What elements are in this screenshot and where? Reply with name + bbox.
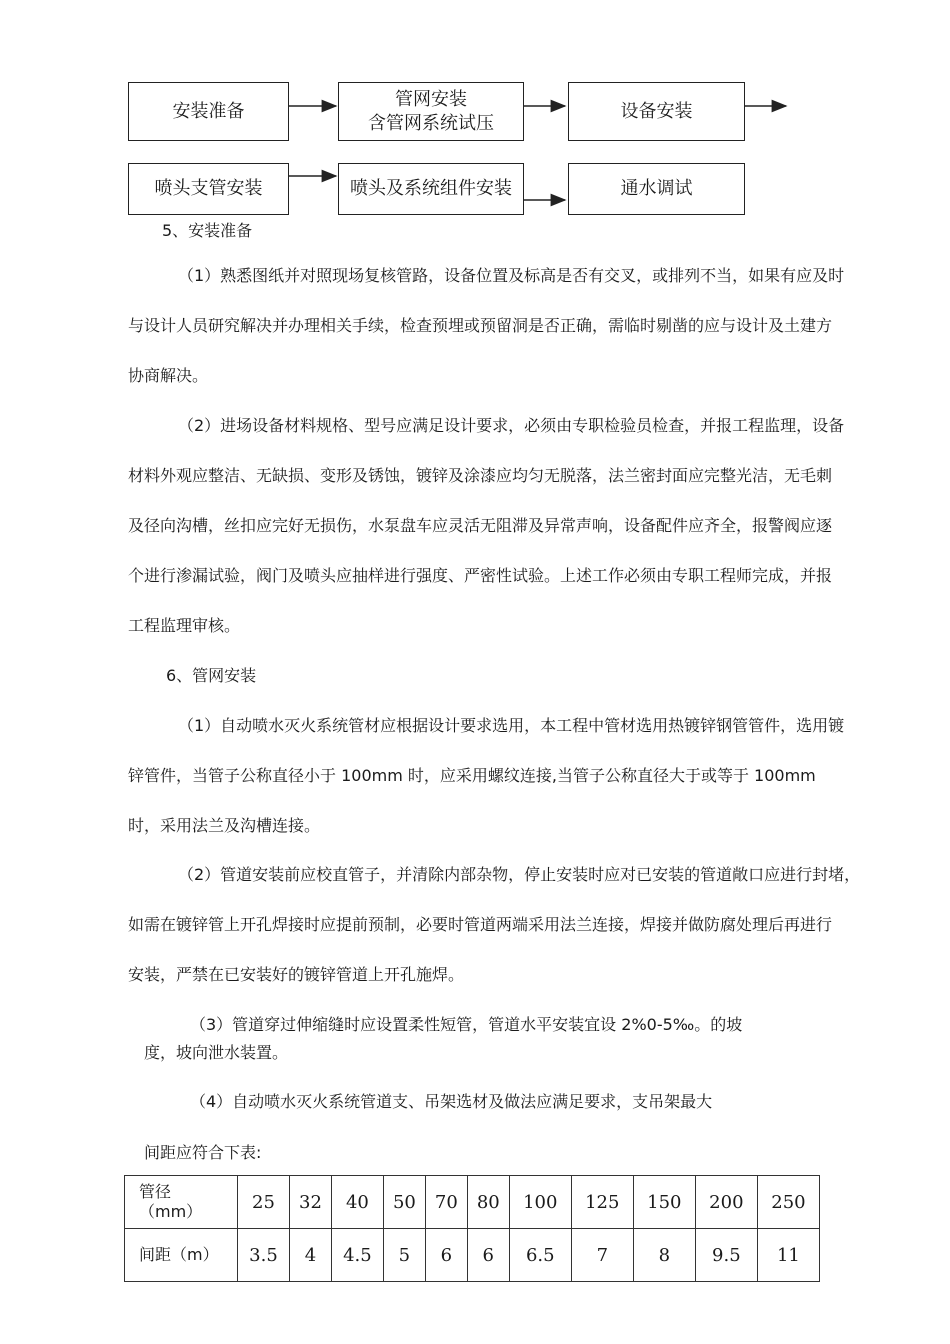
paragraph-line: 个进行渗漏试验，阀门及喷头应抽样进行强度、严密性试验。上述工作必须由专职工程师完成，并报 bbox=[128, 566, 833, 585]
paragraph-line: （1）熟悉图纸并对照现场复核管路，设备位置及标高是否有交叉，或排列不当，如果有应及时 bbox=[178, 266, 845, 285]
table-cell: 5 bbox=[383, 1229, 425, 1282]
paragraph-line: 时，采用法兰及沟槽连接。 bbox=[128, 816, 321, 835]
flow-step-equipment-install bbox=[568, 82, 745, 141]
table-cell: 11 bbox=[757, 1229, 819, 1282]
table-cell: 8 bbox=[633, 1229, 695, 1282]
flow-step-pipe-install bbox=[338, 82, 524, 141]
paragraph-line: 与设计人员研究解决并办理相关手续，检查预埋或预留洞是否正确，需临时剔凿的应与设计及土建方 bbox=[128, 316, 833, 335]
paragraph-line: 度，坡向泄水装置。 bbox=[144, 1043, 289, 1062]
paragraph-line: 及径向沟槽，丝扣应完好无损伤，水泵盘车应灵活无阻滞及异常声响，设备配件应齐全，报警阀应逐 bbox=[128, 516, 833, 535]
section-heading-5: 5、安装准备 bbox=[162, 221, 253, 240]
paragraph-line: 材料外观应整洁、无缺损、变形及锈蚀，镀锌及涂漆应均匀无脱落，法兰密封面应完整光洁，无毛刺 bbox=[128, 466, 833, 485]
flow-step-label: 管网安装 bbox=[395, 88, 467, 110]
table-cell: 7 bbox=[571, 1229, 633, 1282]
flow-step-water-test bbox=[568, 163, 745, 215]
table-cell: 125 bbox=[571, 1176, 633, 1229]
flow-step-install-prep bbox=[128, 82, 289, 141]
paragraph-line: 间距应符合下表: bbox=[144, 1143, 262, 1162]
table-cell: 9.5 bbox=[695, 1229, 757, 1282]
flow-step-sprinkler-components bbox=[338, 163, 524, 215]
flow-step-label: 通水调试 bbox=[620, 178, 693, 199]
table-cell: 200 bbox=[695, 1176, 757, 1229]
support-spacing-table bbox=[124, 1175, 820, 1282]
paragraph-line: 安装，严禁在已安装好的镀锌管道上开孔施焊。 bbox=[128, 965, 465, 984]
table-cell: 40 bbox=[331, 1176, 383, 1229]
table-cell: 3.5 bbox=[238, 1229, 290, 1282]
table-cell: 32 bbox=[290, 1176, 332, 1229]
flow-step-label: 喷头及系统组件安装 bbox=[350, 178, 512, 199]
table-cell: 4 bbox=[290, 1229, 332, 1282]
paragraph-line: （1）自动喷水灭火系统管材应根据设计要求选用，本工程中管材选用热镀锌钢管管件，选用镀 bbox=[178, 716, 845, 735]
table-cell: 6 bbox=[467, 1229, 509, 1282]
table-row-diameter bbox=[125, 1176, 820, 1229]
row-header-diameter bbox=[125, 1176, 238, 1229]
table-cell: 70 bbox=[425, 1176, 467, 1229]
section-heading-6: 6、管网安装 bbox=[166, 666, 257, 685]
paragraph-line: （4）自动喷水灭火系统管道支、吊架选材及做法应满足要求，支吊架最大 bbox=[190, 1092, 713, 1111]
table-cell: 250 bbox=[757, 1176, 819, 1229]
flow-step-label: 安装准备 bbox=[172, 100, 245, 122]
table-row-spacing bbox=[125, 1229, 820, 1282]
flow-step-sublabel: 含管网系统试压 bbox=[368, 112, 494, 134]
paragraph-line: 锌管件，当管子公称直径小于 100mm 时，应采用螺纹连接,当管子公称直径大于或等于 100mm bbox=[128, 766, 816, 785]
row-header-label: 管径 bbox=[139, 1182, 172, 1201]
paragraph-line: 工程监理审核。 bbox=[128, 616, 241, 635]
table-cell: 4.5 bbox=[331, 1229, 383, 1282]
table-cell: 100 bbox=[509, 1176, 571, 1229]
paragraph-line: （3）管道穿过伸缩缝时应设置柔性短管，管道水平安装宜设 2%0-5‰。的坡 bbox=[190, 1015, 743, 1034]
paragraph-line: （2）管道安装前应校直管子，并清除内部杂物，停止安装时应对已安装的管道敞口应进行封堵， bbox=[178, 865, 861, 884]
table-cell: 25 bbox=[238, 1176, 290, 1229]
table-cell: 6.5 bbox=[509, 1229, 571, 1282]
flow-step-label: 设备安装 bbox=[620, 100, 693, 122]
row-header-unit: （mm） bbox=[139, 1202, 203, 1221]
table-cell: 150 bbox=[633, 1176, 695, 1229]
flow-step-sprinkler-branch bbox=[128, 163, 289, 215]
row-header-spacing: 间距（m） bbox=[125, 1229, 238, 1282]
paragraph-line: （2）进场设备材料规格、型号应满足设计要求，必须由专职检验员检查，并报工程监理，设备 bbox=[178, 416, 845, 435]
flow-step-label: 喷头支管安装 bbox=[154, 178, 263, 199]
table-cell: 80 bbox=[467, 1176, 509, 1229]
table-cell: 50 bbox=[383, 1176, 425, 1229]
paragraph-line: 协商解决。 bbox=[128, 366, 209, 385]
table-cell: 6 bbox=[425, 1229, 467, 1282]
paragraph-line: 如需在镀锌管上开孔焊接时应提前预制，必要时管道两端采用法兰连接，焊接并做防腐处理后再进行 bbox=[128, 915, 833, 934]
